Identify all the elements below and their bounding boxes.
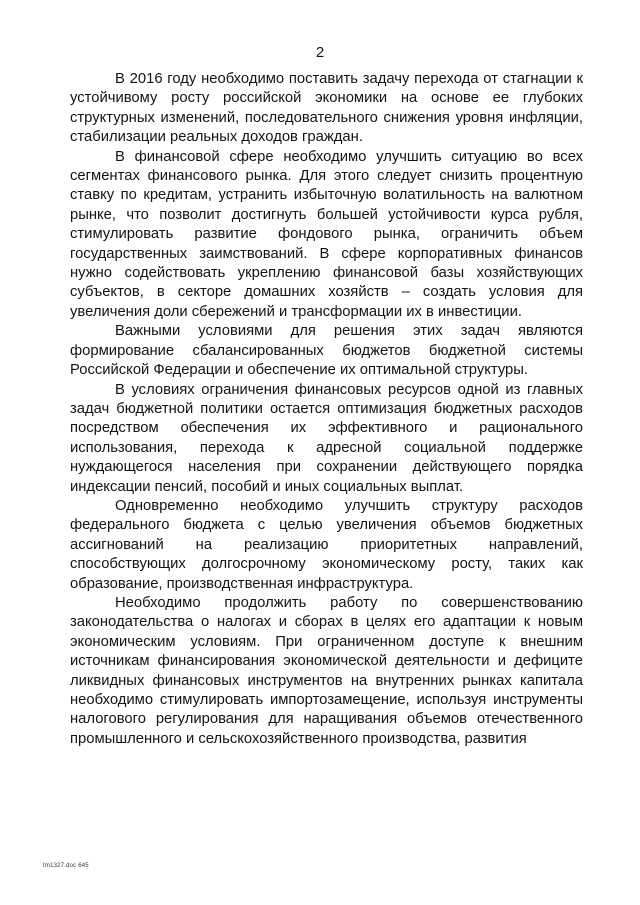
paragraph: Важными условиями для решения этих задач являются формирование сбалансированных бюджетов бюджетной системы Российской Федерации и обеспечение их оптимальной структуры. (70, 323, 583, 379)
document-body (70, 70, 583, 749)
paragraph: В 2016 году необходимо поставить задачу перехода от стагнации к устойчивому росту российской экономики на основе ее глубоких структурных изменений, последовательного снижения уровня инфляции, стабилизации реальных доходов граждан. (70, 71, 583, 146)
paragraph: Необходимо продолжить работу по совершенствованию законодательства о налогах и сборах в целях его адаптации к новым экономическим условиям. При ограниченном доступе к внешним источникам финансирования экономической деятельности и дефиците ликвидных финансовых инструментов на внутренних рынках капитала необходимо стимулировать импортозамещение, используя инструменты налогового регулирования для наращивания объемов отечественного промышленного и сельскохозяйственного производства, развития (70, 594, 583, 747)
page-number: 2 (315, 44, 325, 61)
paragraph: В финансовой сфере необходимо улучшить ситуацию во всех сегментах финансового рынка. Для этого следует снизить процентную ставку по кредитам, устранить избыточную волатильность на валютном рынке, что позволит достигнуть большей устойчивости курса рубля, стимулировать развитие фондового рынка, ограничить объем государственных заимствований. В сфере корпоративных финансов нужно содействовать укреплению финансовой базы хозяйствующих субъектов, в секторе домашних хозяйств – создать условия для увеличения доли сбережений и трансформации их в инвестиции. (70, 148, 583, 320)
paragraph: В условиях ограничения финансовых ресурсов одной из главных задач бюджетной политики остается оптимизация бюджетных расходов посредством обеспечения их эффективного и рационального использования, перехода к адресной социальной поддержке нуждающегося населения при сохранении действующего порядка индексации пенсий, пособий и иных социальных выплат. (70, 381, 583, 495)
footer-code: tm1327.doc 645 (43, 863, 89, 869)
paragraph: Одновременно необходимо улучшить структуру расходов федерального бюджета с целью увеличения объемов бюджетных ассигнований на реализацию приоритетных направлений, способствующих долгосрочному экономическому росту, таких как образование, производственная инфраструктура. (70, 497, 583, 592)
